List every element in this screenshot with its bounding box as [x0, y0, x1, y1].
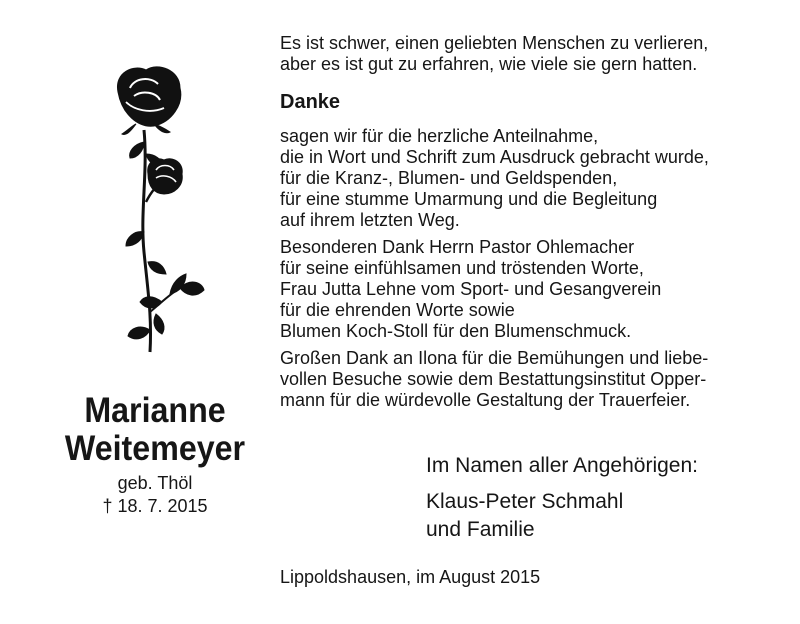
- quote-text: Es ist schwer, einen geliebten Menschen zu verlieren, aber es ist gut zu erfahren, wie viele sie gern hatten.: [280, 33, 709, 74]
- deceased-first-name: Marianne: [84, 391, 226, 430]
- place-date: Lippoldshausen, im August 2015: [280, 567, 541, 587]
- signature-name: Klaus-Peter Schmahl: [426, 490, 624, 513]
- deceased-birth-name: geb. Thöl: [117, 473, 193, 493]
- deceased-last-name: Weitemeyer: [64, 429, 246, 468]
- signature-intro: Im Namen aller Angehörigen:: [426, 454, 698, 477]
- signature-family: und Familie: [426, 518, 535, 541]
- deceased-info: [40, 392, 270, 518]
- thanks-paragraph-1: sagen wir für die herzliche Anteilnahme, die in Wort und Schrift zum Ausdruck gebracht wurde, für die Kranz-, Blumen- und Geldspenden, für eine stumme Umarmung und die Begleitung auf ihrem letzten Weg.: [280, 126, 709, 230]
- thanks-paragraph-2: Besonderen Dank Herrn Pastor Ohlemacher für seine einfühlsamen und tröstenden Worte, Frau Jutta Lehne vom Sport- und Gesangverein für die ehrenden Worte sowie Blumen Koch-Stoll für den Blumenschmuck.: [280, 237, 662, 341]
- deceased-death-date: † 18. 7. 2015: [102, 496, 208, 516]
- signature-block: [426, 452, 786, 544]
- thanks-paragraph-3: Großen Dank an Ilona für die Bemühungen und liebe- vollen Besuche sowie dem Bestattungsinstitut Opper- mann für die würdevolle Gestaltung der Trauerfeier.: [280, 348, 709, 410]
- thanks-heading: Danke: [280, 91, 341, 113]
- obituary-text: [280, 33, 780, 417]
- rose-icon: [100, 62, 210, 362]
